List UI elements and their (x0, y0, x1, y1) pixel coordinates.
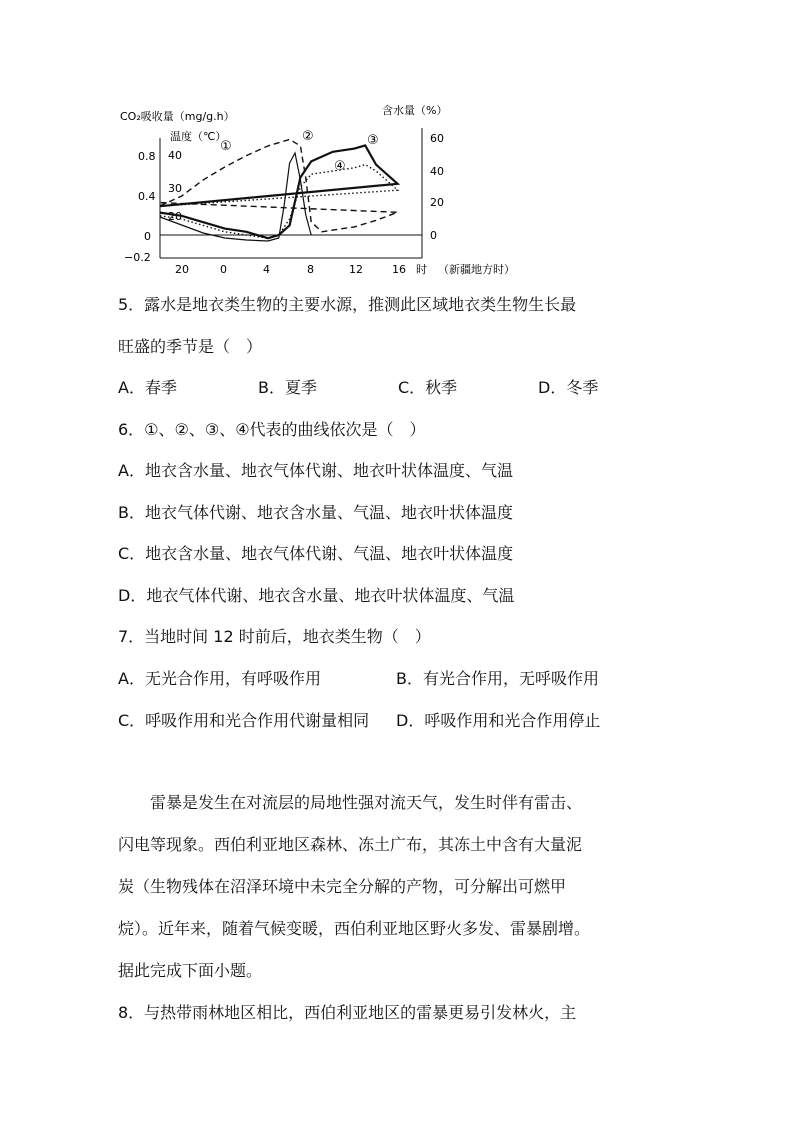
left-axis2-label: 温度（℃） (170, 130, 227, 143)
x-tick: 12 (349, 263, 363, 276)
water-tick: 60 (430, 132, 444, 145)
q6-option-c[interactable]: C．地衣含水量、地衣气体代谢、气温、地衣叶状体温度 (118, 544, 514, 563)
co2-tick: 0.8 (138, 150, 156, 163)
water-tick: 20 (430, 196, 444, 209)
series-label: ② (302, 129, 314, 144)
chart-svg (120, 98, 560, 280)
co2-tick: 0 (144, 230, 151, 243)
q7-option-c[interactable]: C．呼吸作用和光合作用代谢量相同 (118, 711, 370, 730)
co2-tick: 0.4 (138, 190, 156, 203)
co2-tick-labels (124, 150, 156, 264)
temp-tick: 30 (168, 182, 182, 195)
q5-line1: 5．露水是地衣类生物的主要水源，推测此区域地衣类生物生长最 (118, 295, 577, 314)
passage-line-2: 闪电等现象。西伯利亚地区森林、冻土广布，其冻土中含有大量泥 (118, 835, 583, 854)
lichen-chart (120, 98, 560, 280)
passage-line-1: 雷暴是发生在对流层的局地性强对流天气，发生时伴有雷击、 (118, 793, 583, 812)
water-tick: 0 (430, 229, 437, 242)
water-tick-labels (430, 132, 444, 242)
x-tick-labels (175, 262, 515, 276)
x-tick: 8 (307, 263, 314, 276)
q7-option-d[interactable]: D．呼吸作用和光合作用停止 (396, 711, 601, 730)
series-label: ④ (334, 159, 346, 174)
series-line (160, 139, 398, 231)
series-label: ③ (367, 133, 379, 148)
passage-line-4: 烷）。近年来，随着气候变暖，西伯利亚地区野火多发、雷暴剧增。 (118, 919, 591, 938)
x-tick: 0 (220, 263, 227, 276)
passage-line-5: 据此完成下面小题。 (118, 961, 263, 980)
q6-stem: 6．①、②、③、④代表的曲线依次是（ ） (118, 420, 426, 439)
q6-option-d[interactable]: D．地衣气体代谢、地衣含水量、地衣叶状体温度、气温 (118, 586, 515, 605)
series-layer (160, 129, 398, 241)
q7-options-cd (118, 710, 600, 732)
temp-tick: 40 (168, 149, 182, 162)
right-axis-label: 含水量（%） (382, 104, 448, 117)
q5-line2: 旺盛的季节是（ ） (118, 337, 263, 356)
q7-stem: 7．当地时间 12 时前后，地衣类生物（ ） (118, 627, 431, 646)
temp-tick: 20 (168, 210, 182, 223)
q6-option-b[interactable]: B．地衣气体代谢、地衣含水量、气温、地衣叶状体温度 (118, 503, 513, 522)
temp-tick-labels (168, 149, 182, 223)
q8-stem: 8．与热带雨林地区相比，西伯利亚地区的雷暴更易引发林火，主 (118, 1003, 577, 1022)
q7-options-ab (118, 668, 599, 690)
q7-option-a[interactable]: A．无光合作用，有呼吸作用 (118, 669, 321, 688)
q5-option-c[interactable]: C．秋季 (398, 378, 458, 397)
x-tick: 16 (392, 263, 406, 276)
left-axis-label: CO₂吸收量（mg/g.h） (120, 110, 235, 123)
q5-options (118, 377, 598, 399)
q5-option-b[interactable]: B．夏季 (258, 378, 317, 397)
q5-option-a[interactable]: A．春季 (118, 378, 177, 397)
x-unit: 时 (416, 263, 427, 276)
x-tick: 4 (263, 263, 270, 276)
series-line (160, 165, 398, 239)
q6-option-a[interactable]: A．地衣含水量、地衣气体代谢、地衣叶状体温度、气温 (118, 461, 513, 480)
co2-tick: −0.2 (124, 251, 151, 264)
passage-line-3: 炭（生物残体在沼泽环境中未完全分解的产物，可分解出可燃甲 (118, 877, 567, 896)
q7-option-b[interactable]: B．有光合作用，无呼吸作用 (396, 669, 599, 688)
water-tick: 40 (430, 165, 444, 178)
series-label: ① (220, 139, 232, 154)
x-note: （新疆地方时） (438, 263, 515, 276)
q5-option-d[interactable]: D．冬季 (538, 378, 599, 397)
x-tick: 20 (175, 263, 189, 276)
